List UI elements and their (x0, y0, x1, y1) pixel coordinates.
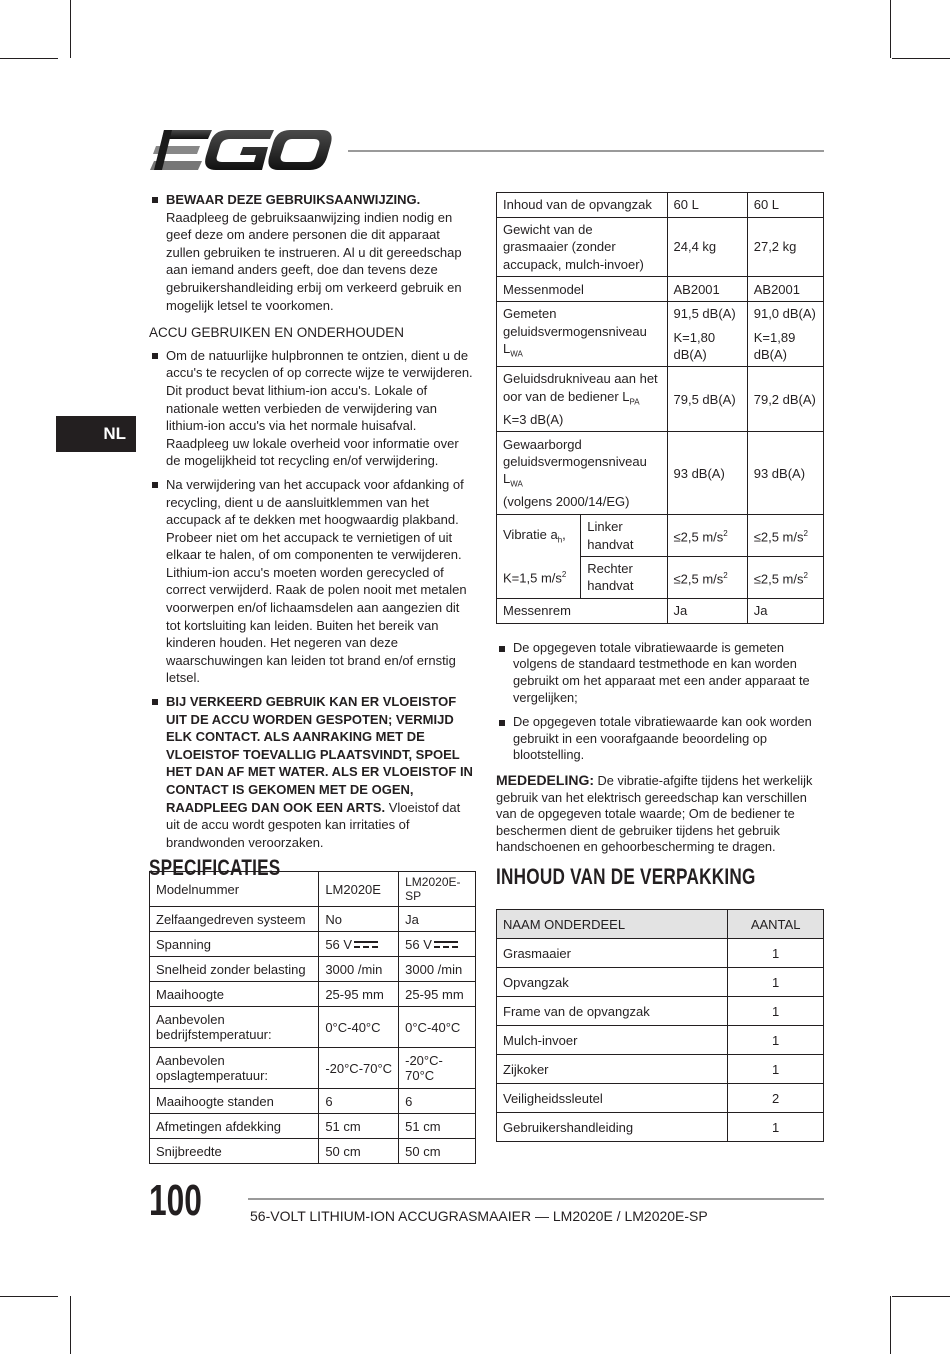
table-cell (150, 957, 319, 982)
parts-table (496, 909, 824, 1142)
table-row (497, 1055, 824, 1084)
cell-text: Maaihoogte standen (156, 1093, 274, 1109)
cell-text: Aanbevolen bedrijfstemperatuur: (156, 1012, 272, 1042)
table-cell: Rechter handvat (581, 557, 667, 599)
table-cell (319, 872, 399, 907)
table-cell: 60 L (747, 193, 823, 218)
table-cell: Grasmaaier (497, 939, 728, 968)
table-cell: 79,2 dB(A) (747, 367, 823, 432)
table-cell (667, 557, 747, 599)
table-row (497, 218, 824, 277)
cell-text: 0°C-40°C (325, 1019, 381, 1035)
warning-bold-text: BIJ VERKEERD GEBRUIK KAN ER VLOEISTOF UIT DE ACCU WORDEN GESPOTEN; VERMIJD ELK CONTACT. ALS AANRAKING MET DE VLOEISTOF TOEVALLIG PLAATSVINDT, SPOEL HET DAN AF MET WATER. ALS ER VLOEISTOF IN CONTACT IS GEKOMEN MET DE OGEN, RAADPLEEG DAN OOK EEN ARTS. (166, 694, 473, 815)
crop-mark (70, 1296, 71, 1354)
cell-text: 0°C-40°C (405, 1019, 461, 1035)
table-row (497, 968, 824, 997)
crop-mark (70, 0, 71, 58)
cell-text: 91,0 dB(A) (753, 306, 816, 322)
table-cell: Gebruikershandleiding (497, 1113, 728, 1142)
superscript: 2 (723, 571, 728, 581)
table-row (497, 515, 824, 557)
table-cell (399, 1114, 476, 1139)
right-column (496, 192, 824, 1142)
cell-text: Zelfaangedreven systeem (156, 911, 306, 927)
table-row (497, 193, 824, 218)
table-row (497, 1084, 824, 1113)
table-cell: Inhoud van de opvangzak (497, 193, 668, 218)
cell-text: 25-95 mm (405, 986, 464, 1002)
table-row (497, 432, 824, 515)
cell-text: ≤2,5 m/s (673, 529, 724, 545)
cell-text: -20°C-70°C (405, 1053, 443, 1083)
list-item: De opgegeven totale vibratiewaarde kan ook worden gebruikt in een voorafgaande beoordeling op blootstelling. (496, 714, 824, 764)
table-cell (150, 982, 319, 1007)
cell-text: 56 V (405, 936, 432, 952)
table-cell (399, 957, 476, 982)
cell-text: 3000 /min (325, 961, 383, 977)
table-header-row (497, 910, 824, 939)
table-cell: 27,2 kg (747, 218, 823, 277)
cell-text: Snelheid zonder belasting (156, 961, 306, 977)
header-rule (348, 150, 824, 152)
cell-text: (volgens 2000/14/EG) (503, 494, 630, 510)
notice-text: De vibratie-afgifte tijdens het werkelijk gebruik van het elektrisch gereedschap kan verschillen van de opgegeven totale waarde; Om de bediener te beschermen dient de gebruiker tijdens het gebruik handschoenen en gehoorbescherming te dragen. (496, 773, 813, 855)
table-row (150, 1139, 476, 1164)
cell-text: Geluidsdrukniveau aan het oor van de bediener L (503, 371, 658, 404)
cell-text: K=1,5 m/s (503, 570, 562, 586)
table-cell (399, 872, 476, 907)
table-row (150, 1007, 476, 1048)
table-cell: Ja (667, 598, 747, 623)
table-row (150, 1048, 476, 1089)
cell-text: 25-95 mm (325, 986, 384, 1002)
table-cell (667, 302, 747, 367)
cell-text: 6 (405, 1093, 413, 1109)
bullet-text: Vloeistof dat uit de accu wordt gespoten kan irritaties of brandwonden veroorzaken. (166, 799, 461, 850)
cell-text: Gemeten geluidsvermogensniveau L (503, 306, 647, 357)
table-cell (319, 1048, 399, 1089)
table-cell (319, 932, 399, 957)
table-cell: 2 (728, 1084, 824, 1113)
page-number: 100 (149, 1176, 202, 1225)
table-cell (319, 957, 399, 982)
table-cell (150, 932, 319, 957)
table-cell (319, 982, 399, 1007)
table-cell: 60 L (667, 193, 747, 218)
table-cell (150, 1007, 319, 1048)
table-row (150, 982, 476, 1007)
table-cell (150, 872, 319, 907)
cell-text: Vibratie a (503, 526, 558, 542)
table-cell: 1 (728, 1026, 824, 1055)
specs-title: SPECIFICATIES (149, 855, 281, 881)
notice-label: MEDEDELING: (496, 772, 594, 789)
cell-text: 51 cm (325, 1118, 361, 1134)
table-row (497, 277, 824, 302)
table-row (497, 367, 824, 432)
table-cell: 93 dB(A) (667, 432, 747, 515)
cell-text: 51 cm (405, 1118, 441, 1134)
cell-text: Snijbreedte (156, 1143, 222, 1159)
table-cell (319, 1089, 399, 1114)
table-cell (747, 515, 823, 557)
table-cell (747, 302, 823, 367)
cell-text: Ja (405, 911, 419, 927)
list-item: Om de natuurlijke hulpbronnen te ontzien, dient u de accu's te recyclen of op correcte wijze te verwijderen. Dit product bevat lithium-ion accu's. Lokale of nationale wetten verbieden de verwijdering van lithium-ion accu's via het normale huisafval. Raadpleeg uw lokale overheid voor informatie over de mogelijkheid tot recycling en/of verwijdering. (149, 347, 475, 470)
spec-table (149, 871, 476, 1164)
table-cell: 93 dB(A) (747, 432, 823, 515)
cell-text: LM2020E (325, 881, 381, 897)
table-cell: AB2001 (667, 277, 747, 302)
table-cell: AB2001 (747, 277, 823, 302)
table-cell (497, 432, 668, 515)
crop-mark (890, 1296, 891, 1354)
section-subheading: ACCU GEBRUIKEN EN ONDERHOUDEN (149, 325, 405, 341)
table-cell: Gewicht van de grasmaaier (zonder accupack, mulch-invoer) (497, 218, 668, 277)
cell-text: ≤2,5 m/s (753, 529, 804, 545)
table-cell: 1 (728, 1113, 824, 1142)
footer-title: 56-VOLT LITHIUM-ION ACCUGRASMAAIER — LM2020E / LM2020E-SP (250, 1208, 708, 1224)
crop-mark (892, 58, 950, 59)
table-cell (150, 1114, 319, 1139)
list-item: Na verwijdering van het accupack voor afdanking of recycling, dient u de aansluitklemmen van het accupack af te dekken met hoogwaardig plakband. Probeer niet om het accupack te vernietigen of uit elkaar te halen, of om componenten te verwijderen. Lithium-ion accu's moeten worden gerecycled of correct verwijderd. Raak de polen nooit met metalen voorwerpen en/of lichaamsdelen aan aangezien dit tot kortsluiting kan leiden. Buiten het bereik van kinderen houden. Het negeren van deze waarschuwingen kan leiden tot brand en/of ernstig letsel. (149, 476, 475, 687)
table-cell (319, 1114, 399, 1139)
table-cell (497, 302, 668, 367)
cell-text: Modelnummer (156, 881, 240, 897)
table-cell (319, 907, 399, 932)
table-cell (399, 1007, 476, 1048)
bullet-bold-text: BEWAAR DEZE GEBRUIKSAANWIJZING. (166, 192, 421, 207)
cell-text: 50 cm (325, 1143, 361, 1159)
bullet-text: Raadpleeg de gebruiksaanwijzing indien nodig en geef deze om andere personen die dit apparaat zullen gebruiken te instrueren. Al u dit gereedschap aan iemand anders geeft, doe dan tevens deze gebruikershandleiding erbij om verkeerd gebruik en mogelijk letsel te voorkomen. (166, 209, 462, 313)
list-item: De opgegeven totale vibratiewaarde is gemeten volgens de standaard testmethode en kan worden gebruikt om het apparaat met een ander apparaat te vergelijken; (496, 640, 824, 706)
table-cell (399, 1089, 476, 1114)
cell-text: 3000 /min (405, 961, 463, 977)
cell-text: 6 (325, 1093, 333, 1109)
table-cell: Ja (747, 598, 823, 623)
table-cell: Zijkoker (497, 1055, 728, 1084)
table-cell (150, 1139, 319, 1164)
table-cell: 1 (728, 939, 824, 968)
table-row (150, 957, 476, 982)
cell-text: -20°C-70°C (325, 1060, 393, 1076)
table-cell (150, 1048, 319, 1089)
table-cell: Veiligheidssleutel (497, 1084, 728, 1113)
cell-text: K=3 dB(A) (503, 411, 564, 427)
table-row (497, 939, 824, 968)
cell-text: 56 V (325, 936, 353, 952)
table-row (497, 598, 824, 623)
table-cell (150, 907, 319, 932)
cell-text: No (325, 911, 342, 927)
table-row (497, 1026, 824, 1055)
cell-text: ≤2,5 m/s (753, 571, 804, 587)
table-cell (747, 557, 823, 599)
table-cell: 1 (728, 997, 824, 1026)
table-cell: 24,4 kg (667, 218, 747, 277)
cell-text: K=1,89 dB(A) (753, 329, 796, 363)
table-cell: 79,5 dB(A) (667, 367, 747, 432)
cell-text: ≤2,5 m/s (673, 571, 724, 587)
cell-text: K=1,80 dB(A) (673, 329, 716, 363)
table-cell (399, 932, 476, 957)
superscript: 2 (723, 529, 728, 539)
table-cell (319, 1139, 399, 1164)
cell-text: Spanning (156, 936, 211, 952)
footer-rule (248, 1198, 824, 1200)
table-cell: Vibratie $a_h$, K=1,5 $m/s^2$ (497, 515, 581, 599)
cell-text: Maaihoogte (156, 986, 224, 1002)
subscript: WA (510, 480, 523, 490)
table-cell: 1 (728, 1055, 824, 1084)
subscript: h (557, 535, 563, 545)
cell-text: 50 cm (405, 1143, 441, 1159)
table-cell (319, 1007, 399, 1048)
table-cell: Linker handvat (581, 515, 667, 557)
table-cell (667, 515, 747, 557)
language-tab: NL (56, 416, 136, 452)
spec-table-continued (496, 192, 824, 624)
table-cell (399, 982, 476, 1007)
crop-mark (0, 58, 58, 59)
table-cell: Mulch-invoer (497, 1026, 728, 1055)
table-row (497, 302, 824, 367)
table-cell (399, 1139, 476, 1164)
table-row (150, 932, 476, 957)
table-cell (399, 1048, 476, 1089)
cell-text: Aanbevolen opslagtemperatuur: (156, 1053, 269, 1083)
table-cell (399, 907, 476, 932)
column-header: AANTAL (728, 910, 824, 939)
cell-text: 91,5 dB(A) (673, 306, 736, 322)
crop-mark (0, 1296, 58, 1297)
table-row (150, 907, 476, 932)
table-cell (150, 1089, 319, 1114)
ego-logo (150, 130, 332, 172)
table-row (497, 997, 824, 1026)
superscript: 2 (803, 529, 808, 539)
superscript: 2 (803, 571, 808, 581)
table-cell: Messenmodel (497, 277, 668, 302)
column-header: NAAM ONDERDEEL (497, 910, 728, 939)
list-item (149, 191, 475, 314)
crop-mark (892, 1296, 950, 1297)
cell-text: Afmetingen afdekking (156, 1118, 282, 1134)
cell-text: Gewaarborgd geluidsvermogensniveau L (503, 436, 647, 487)
table-cell: Messenrem (497, 598, 668, 623)
table-cell: 1 (728, 968, 824, 997)
crop-mark (890, 0, 891, 58)
table-row (150, 1089, 476, 1114)
subscript: PA (629, 397, 640, 407)
table-row (497, 1113, 824, 1142)
dc-symbol-icon (354, 941, 378, 949)
table-cell (497, 367, 668, 432)
package-title: INHOUD VAN DE VERPAKKING (496, 864, 756, 889)
superscript: 2 (561, 570, 567, 580)
table-cell: Frame van de opvangzak (497, 997, 728, 1026)
table-row (150, 1114, 476, 1139)
subscript: WA (510, 349, 523, 359)
notice-paragraph (496, 772, 824, 856)
list-item (149, 693, 475, 851)
dc-symbol-icon (434, 941, 458, 949)
left-column (149, 191, 475, 903)
cell-text: LM2020E-SP (405, 875, 461, 903)
table-cell: Opvangzak (497, 968, 728, 997)
table-row (150, 872, 476, 907)
